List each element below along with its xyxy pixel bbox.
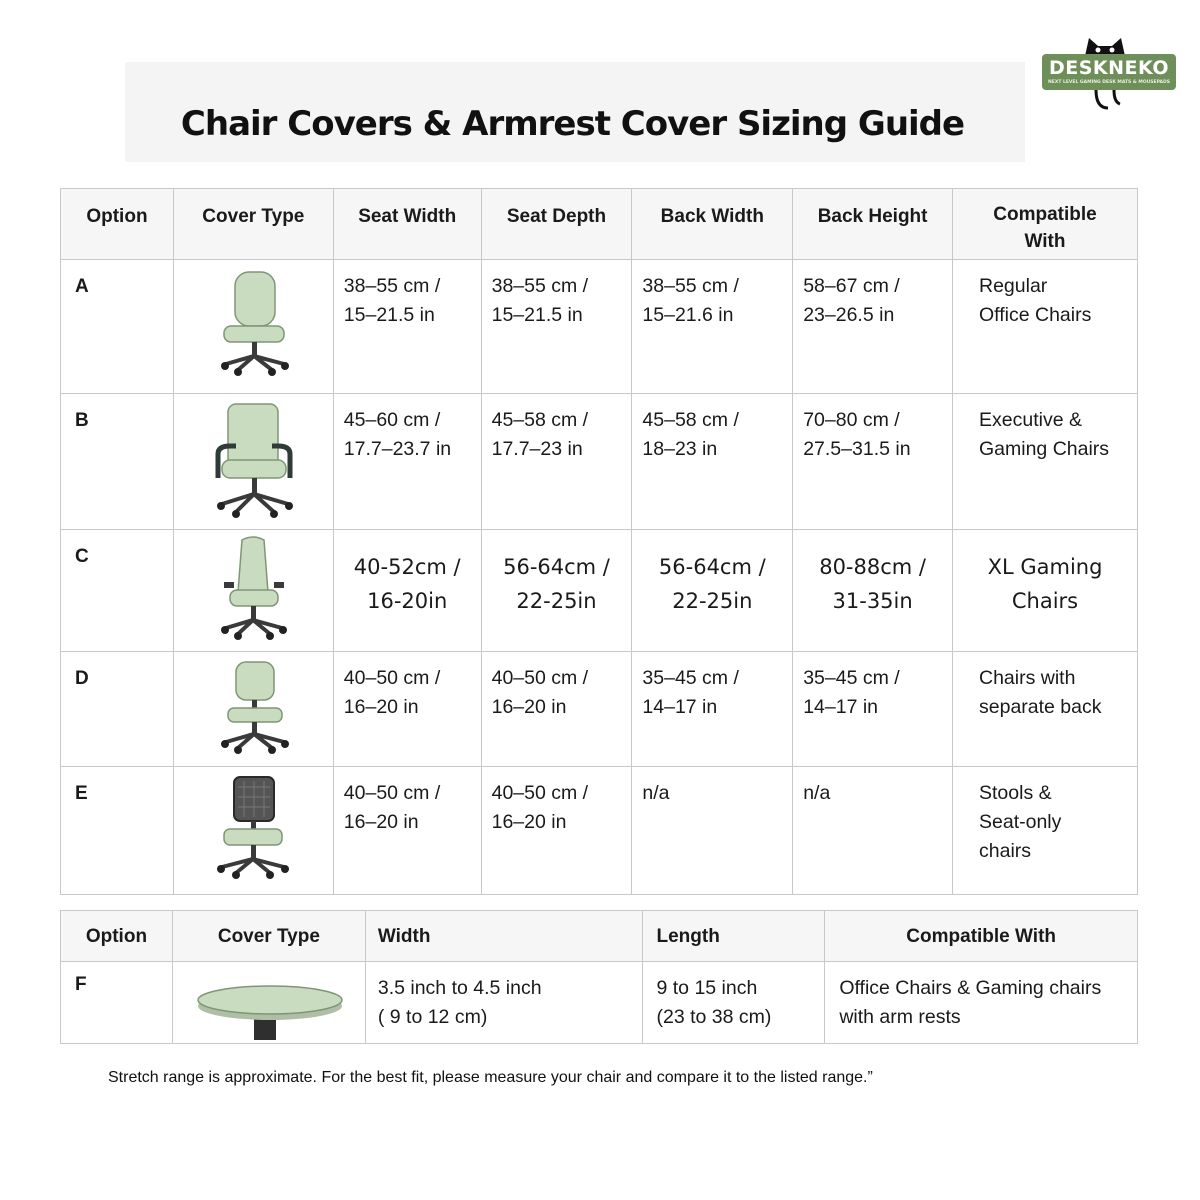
armrest-sizing-table <box>60 910 1138 1044</box>
brand-logo <box>1040 32 1180 112</box>
table-row <box>61 652 1138 767</box>
table-row <box>61 260 1138 394</box>
seat-depth-value: 45–58 cm / 17.7–23 in <box>491 409 589 460</box>
logo-text: DESKNEKO <box>1048 57 1170 79</box>
compatible-value: Executive & Gaming Chairs <box>979 409 1110 460</box>
gaming-chair-icon <box>198 530 308 644</box>
length-value: 9 to 15 inch (23 to 38 cm) <box>656 977 772 1028</box>
back-width-value: 38–55 cm / 15–21.6 in <box>642 275 739 326</box>
seat-depth-value: 38–55 cm / 15–21.5 in <box>491 275 589 326</box>
header-compatible-with: Compatible With <box>993 204 1097 252</box>
header-back-width: Back Width <box>660 206 764 227</box>
seat-width-value: 40–50 cm / 16–20 in <box>343 782 441 833</box>
option-label: E <box>75 783 88 804</box>
header-compatible-with: Compatible With <box>906 926 1057 947</box>
seat-depth-value: 40–50 cm / 16–20 in <box>491 667 589 718</box>
seat-only-chair-icon <box>198 767 308 881</box>
back-height-value: 80-88cm / 31-35in <box>819 555 926 613</box>
back-width-value: n/a <box>642 782 670 804</box>
seat-depth-value: 56-64cm / 22-25in <box>503 555 610 613</box>
width-value: 3.5 inch to 4.5 inch ( 9 to 12 cm) <box>377 977 542 1028</box>
table-row <box>61 530 1138 652</box>
table-header-row <box>61 911 1138 962</box>
compatible-value: Regular Office Chairs <box>979 275 1092 326</box>
back-height-value: n/a <box>803 782 831 804</box>
table-row <box>61 394 1138 530</box>
table-row <box>61 767 1138 895</box>
compatible-value: Chairs with separate back <box>979 667 1102 718</box>
compatible-value: XL Gaming Chairs <box>987 555 1103 613</box>
option-label: F <box>75 974 87 995</box>
office-chair-icon <box>198 260 308 380</box>
option-label: B <box>75 410 89 431</box>
option-label: D <box>75 668 89 689</box>
header-back-height: Back Height <box>817 206 928 227</box>
header-option: Option <box>85 926 148 947</box>
back-width-value: 45–58 cm / 18–23 in <box>642 409 739 460</box>
header-cover-type: Cover Type <box>217 926 320 947</box>
chair-sizing-table <box>60 188 1138 895</box>
table-header-row <box>61 189 1138 260</box>
armrest-cover-icon <box>184 962 354 1040</box>
header-length: Length <box>656 926 720 947</box>
logo-tagline: NEXT LEVEL GAMING DESK MATS & MOUSEPADS <box>1048 80 1170 85</box>
logo-badge <box>1042 54 1176 90</box>
back-height-value: 35–45 cm / 14–17 in <box>803 667 900 718</box>
seat-depth-value: 40–50 cm / 16–20 in <box>491 782 589 833</box>
header-seat-depth: Seat Depth <box>506 206 607 227</box>
seat-width-value: 40-52cm / 16-20in <box>353 555 461 613</box>
header-width: Width <box>377 926 431 947</box>
option-label: C <box>75 546 89 567</box>
back-width-value: 35–45 cm / 14–17 in <box>642 667 739 718</box>
seat-width-value: 45–60 cm / 17.7–23.7 in <box>343 409 452 460</box>
header-cover-type: Cover Type <box>202 206 305 227</box>
header-seat-width: Seat Width <box>358 206 457 227</box>
footnote: Stretch range is approximate. For the best fit, please measure your chair and compare it to the listed range.” <box>108 1069 873 1086</box>
seat-width-value: 38–55 cm / 15–21.5 in <box>343 275 441 326</box>
compatible-value: Stools & Seat-only chairs <box>979 782 1062 862</box>
back-width-value: 56-64cm / 22-25in <box>658 555 766 613</box>
compatible-value: Office Chairs & Gaming chairs with arm rests <box>839 977 1102 1028</box>
executive-chair-icon <box>198 394 308 522</box>
seat-width-value: 40–50 cm / 16–20 in <box>343 667 441 718</box>
split-back-chair-icon <box>198 652 308 756</box>
header-option: Option <box>86 206 148 227</box>
table-row <box>61 962 1138 1044</box>
back-height-value: 58–67 cm / 23–26.5 in <box>803 275 900 326</box>
back-height-value: 70–80 cm / 27.5–31.5 in <box>803 409 911 460</box>
option-label: A <box>75 276 89 297</box>
page-title: Chair Covers & Armrest Cover Sizing Guide <box>180 104 965 144</box>
